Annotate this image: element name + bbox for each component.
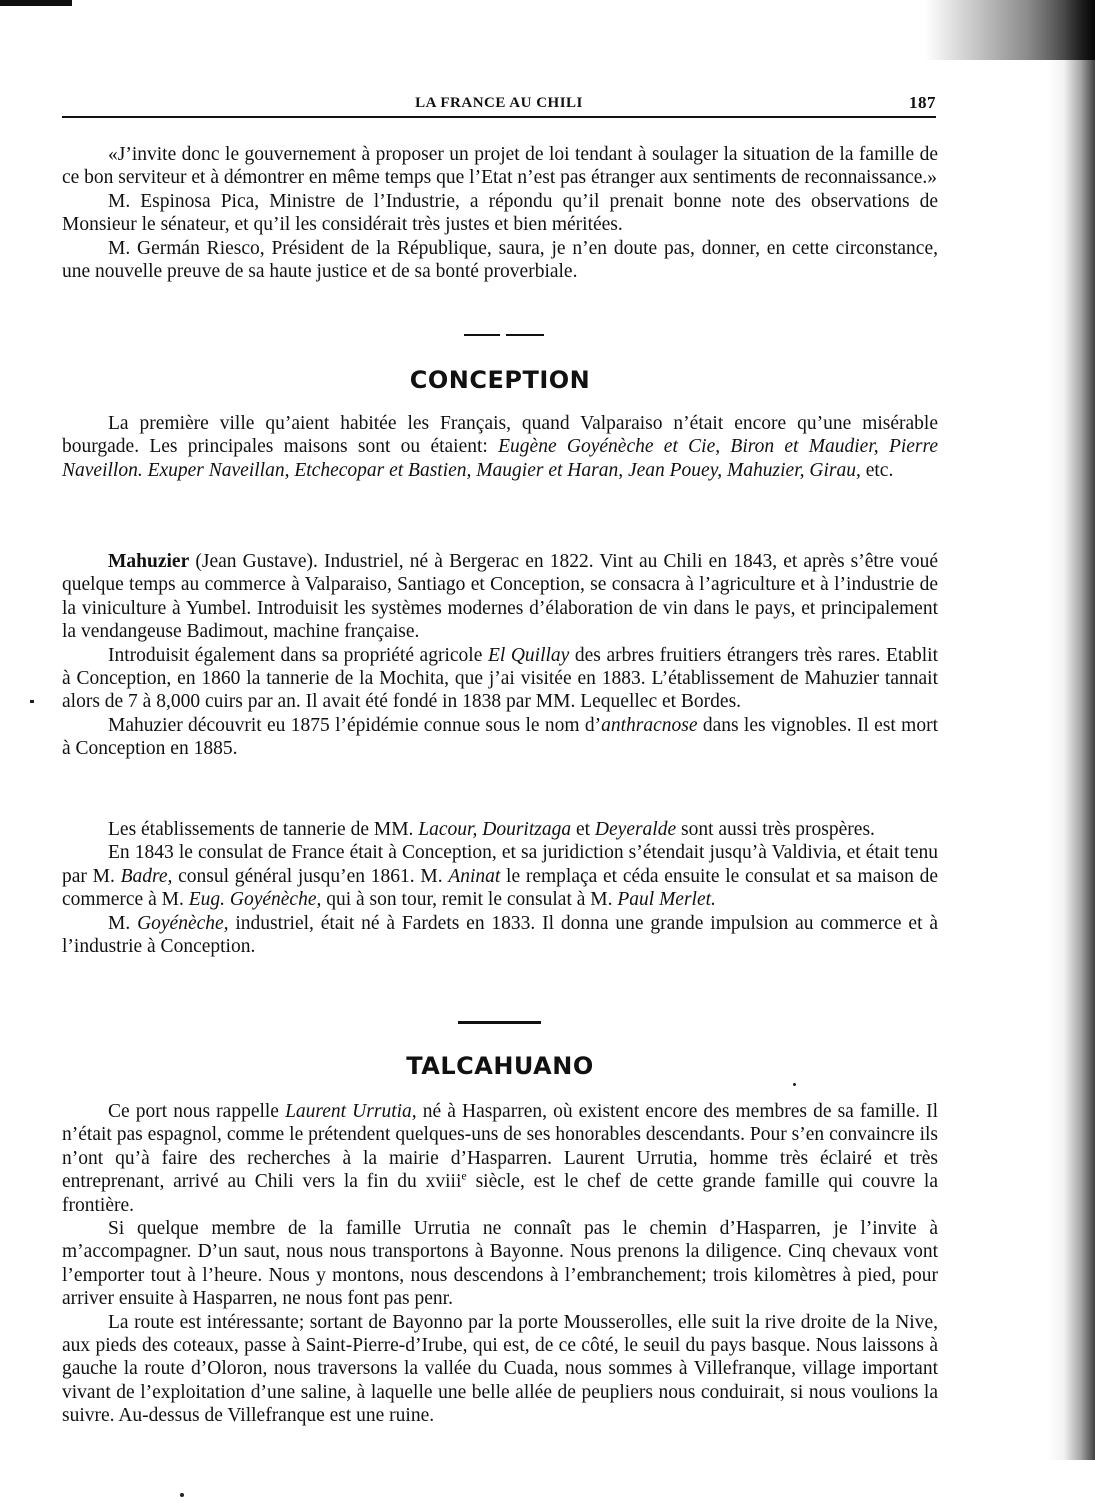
- section-divider: [458, 1021, 541, 1024]
- tanneries-text: M.: [108, 912, 131, 934]
- intro-paragraph-3: M. Germán Riesco, Président de la République, saura, je n’en doute pas, donner, en cette circonstance, une nouvelle preuve de sa haute justice et de sa bonté proverbiale.: [62, 237, 938, 283]
- conception-text: La première ville qu’aient habitée les Français, quand Valparaiso n’était encore qu’une misérable bourgade. Les principales maisons sont ou étaient:: [62, 413, 938, 458]
- tanneries-section: [62, 818, 938, 958]
- conception-paragraph: [62, 412, 938, 482]
- mahuzier-text: des arbres fruitiers étrangers très rares. Etablit à Conception, en 1860 la tannerie de la Mochita, que j’ai visitée en 1883. L’établissement de Mahuzier tannait alors de 7 à 8,000 cuirs par an. Il avait été fondé in 1838 par MM. Lequellec et Bordes.: [62, 644, 939, 713]
- mahuzier-paragraph-2: [62, 644, 938, 714]
- scan-corner-shadow: [925, 0, 1095, 60]
- scan-edge-shadow: [1047, 0, 1095, 1460]
- house-name: Mahuzier,: [727, 459, 805, 481]
- tanneries-paragraph-1: [62, 818, 938, 841]
- century-superscript: e: [461, 1168, 467, 1183]
- house-name: Pierre Naveillon.: [62, 436, 939, 481]
- talcahuano-paragraph-2: Si quelque membre de la famille Urrutia ne connaît pas le chemin d’Hasparren, je l’invite à m’accompagner. D’un saut, nous nous transportons à Bayonne. Nous prenons la diligence. Cinq chevaux vont l’emporter tout à l’heure. Nous y montons, nous descendons à l’embranchement; trois kilomètres à pied, pour arriver ensuite à Hasparren, ne nous font pas penr.: [62, 1218, 938, 1310]
- mahuzier-text: dans les vignobles. Il est mort à Conception en 1885.: [62, 714, 939, 760]
- entry-name: Mahuzier: [108, 551, 190, 572]
- person-name: Eug. Goyénèche,: [188, 889, 322, 911]
- intro-section: [62, 143, 938, 283]
- person-name: Douritzaga: [482, 819, 572, 840]
- intro-paragraph-1: «J’invite donc le gouvernement à proposer un projet de loi tendant à soulager la situation de la famille de ce bon serviteur et à démontrer en même temps que l’Etat n’est pas étranger aux sentiments de reconnaissance.»: [62, 144, 938, 189]
- tanneries-text: et: [575, 819, 591, 840]
- tanneries-text: Les établissements de tannerie de MM.: [108, 819, 414, 840]
- mahuzier-section: [62, 550, 938, 761]
- tanneries-text: consul général jusqu’en 1861. M.: [178, 865, 443, 887]
- house-name: Jean Pouey,: [627, 459, 723, 481]
- mahuzier-text: Mahuzier découvrit eu 1875 l’épidémie connue sous le nom d’: [108, 714, 602, 736]
- person-name: Laurent Urrutia,: [285, 1101, 417, 1122]
- tanneries-text: industriel, était né à Fardets en 1833. Il donna une grande impulsion au commerce et à l’industrie à Conception.: [62, 912, 938, 958]
- tanneries-paragraph-3: [62, 912, 938, 959]
- section-heading-conception: CONCEPTION: [409, 366, 591, 394]
- mahuzier-text: Introduisit également dans sa propriété agricole: [108, 644, 483, 666]
- person-name: Deyeralde: [594, 819, 677, 840]
- section-heading-talcahuano: TALCAHUANO: [406, 1052, 594, 1080]
- talcahuano-section: [62, 1100, 938, 1428]
- page-number: 187: [909, 93, 936, 112]
- person-name: Goyénèche,: [137, 912, 229, 934]
- scan-speck: [30, 700, 34, 703]
- conception-etc: etc.: [865, 459, 894, 481]
- tanneries-paragraph-2: [62, 841, 938, 911]
- talcahuano-paragraph-1: [62, 1100, 938, 1217]
- house-name: Etchecopar et Bastien,: [294, 459, 472, 481]
- scan-speck: [180, 1493, 184, 1497]
- running-title: LA FRANCE AU CHILI: [415, 95, 583, 111]
- mahuzier-paragraph-3: [62, 714, 938, 761]
- tanneries-text: le remplaça et céda ensuite le consulat et sa maison de commerce à M.: [62, 865, 938, 911]
- house-name: Girau,: [809, 459, 861, 481]
- house-name: Biron et Maudier,: [730, 436, 879, 458]
- conception-section: [62, 412, 938, 482]
- disease-name: anthracnose: [601, 714, 698, 736]
- house-name: Maugier et Haran,: [476, 459, 624, 481]
- house-name: Exuper Naveillan,: [147, 459, 290, 481]
- page-header: [62, 92, 936, 118]
- century-numeral: xviii: [425, 1171, 462, 1193]
- person-name: Lacour,: [418, 819, 478, 840]
- intro-paragraph-2: M. Espinosa Pica, Ministre de l’Industrie, a répondu qu’il prenait bonne note des observations de Monsieur le sénateur, et qu’il les considérait très justes et bien méritées.: [62, 190, 938, 236]
- talcahuano-text: siècle, est le chef de cette grande famille qui couvre la frontière.: [62, 1171, 939, 1216]
- mahuzier-text: (Jean Gustave). Industriel, né à Bergerac en 1822. Vint au Chili en 1843, et après s’être voué quelque temps au commerce à Valparaiso, Santiago et Conception, se consacra à l’agriculture et à l’industrie de la viniculture à Yumbel. Introduisit les systèmes modernes d’élaboration de vin dans le pays, et principalement la vendangeuse Badimout, machine française.: [62, 551, 938, 643]
- talcahuano-text: né à Hasparren, où existent encore des membres de sa famille. Il n’était pas espagnol, comme le prétendent quelques-uns de ses honorables descendants. Pour s’en convaincre ils n’ont qu’à faire des recherches à la mairie d’Hasparren. Laurent Urrutia, homme très éclairé et très entreprenant, arrivé au Chili vers la fin du: [62, 1101, 938, 1193]
- scan-speck: [793, 1083, 796, 1086]
- person-name: Aninat: [448, 865, 501, 887]
- mahuzier-paragraph-1: [62, 550, 938, 644]
- scan-top-left-mark: [0, 0, 72, 6]
- tanneries-text: qui à son tour, remit le consulat à M.: [326, 889, 613, 911]
- person-name: Badre,: [120, 865, 173, 887]
- tanneries-text: sont aussi très prospères.: [681, 819, 875, 840]
- estate-name: El Quillay: [487, 644, 570, 666]
- section-divider: [506, 334, 544, 336]
- talcahuano-paragraph-3: La route est intéressante; sortant de Bayonno par la porte Mousserolles, elle suit la rive droite de la Nive, aux pieds des coteaux, passe à Saint-Pierre-d’Irube, qui est, de ce côté, le seuil du pays basque. Nous laissons à gauche la route d’Oloron, nous traversons la vallée du Cuada, nous sommes à Villefranque, village important vivant de l’exploitation d’une saline, à laquelle une belle allée de peupliers nous conduirait, si nous voulions la suivre. Au-dessus de Villefranque est une ruine.: [62, 1311, 938, 1427]
- house-name: Eugène Goyénèche et Cie,: [498, 436, 721, 458]
- talcahuano-text: Ce port nous rappelle: [108, 1101, 279, 1122]
- section-divider: [464, 334, 500, 336]
- tanneries-text: En 1843 le consulat de France était à Conception, et sa juridiction s’étendait jusqu’à Valdivia, et était tenu par M.: [62, 842, 938, 887]
- person-name: Paul Merlet.: [617, 889, 716, 911]
